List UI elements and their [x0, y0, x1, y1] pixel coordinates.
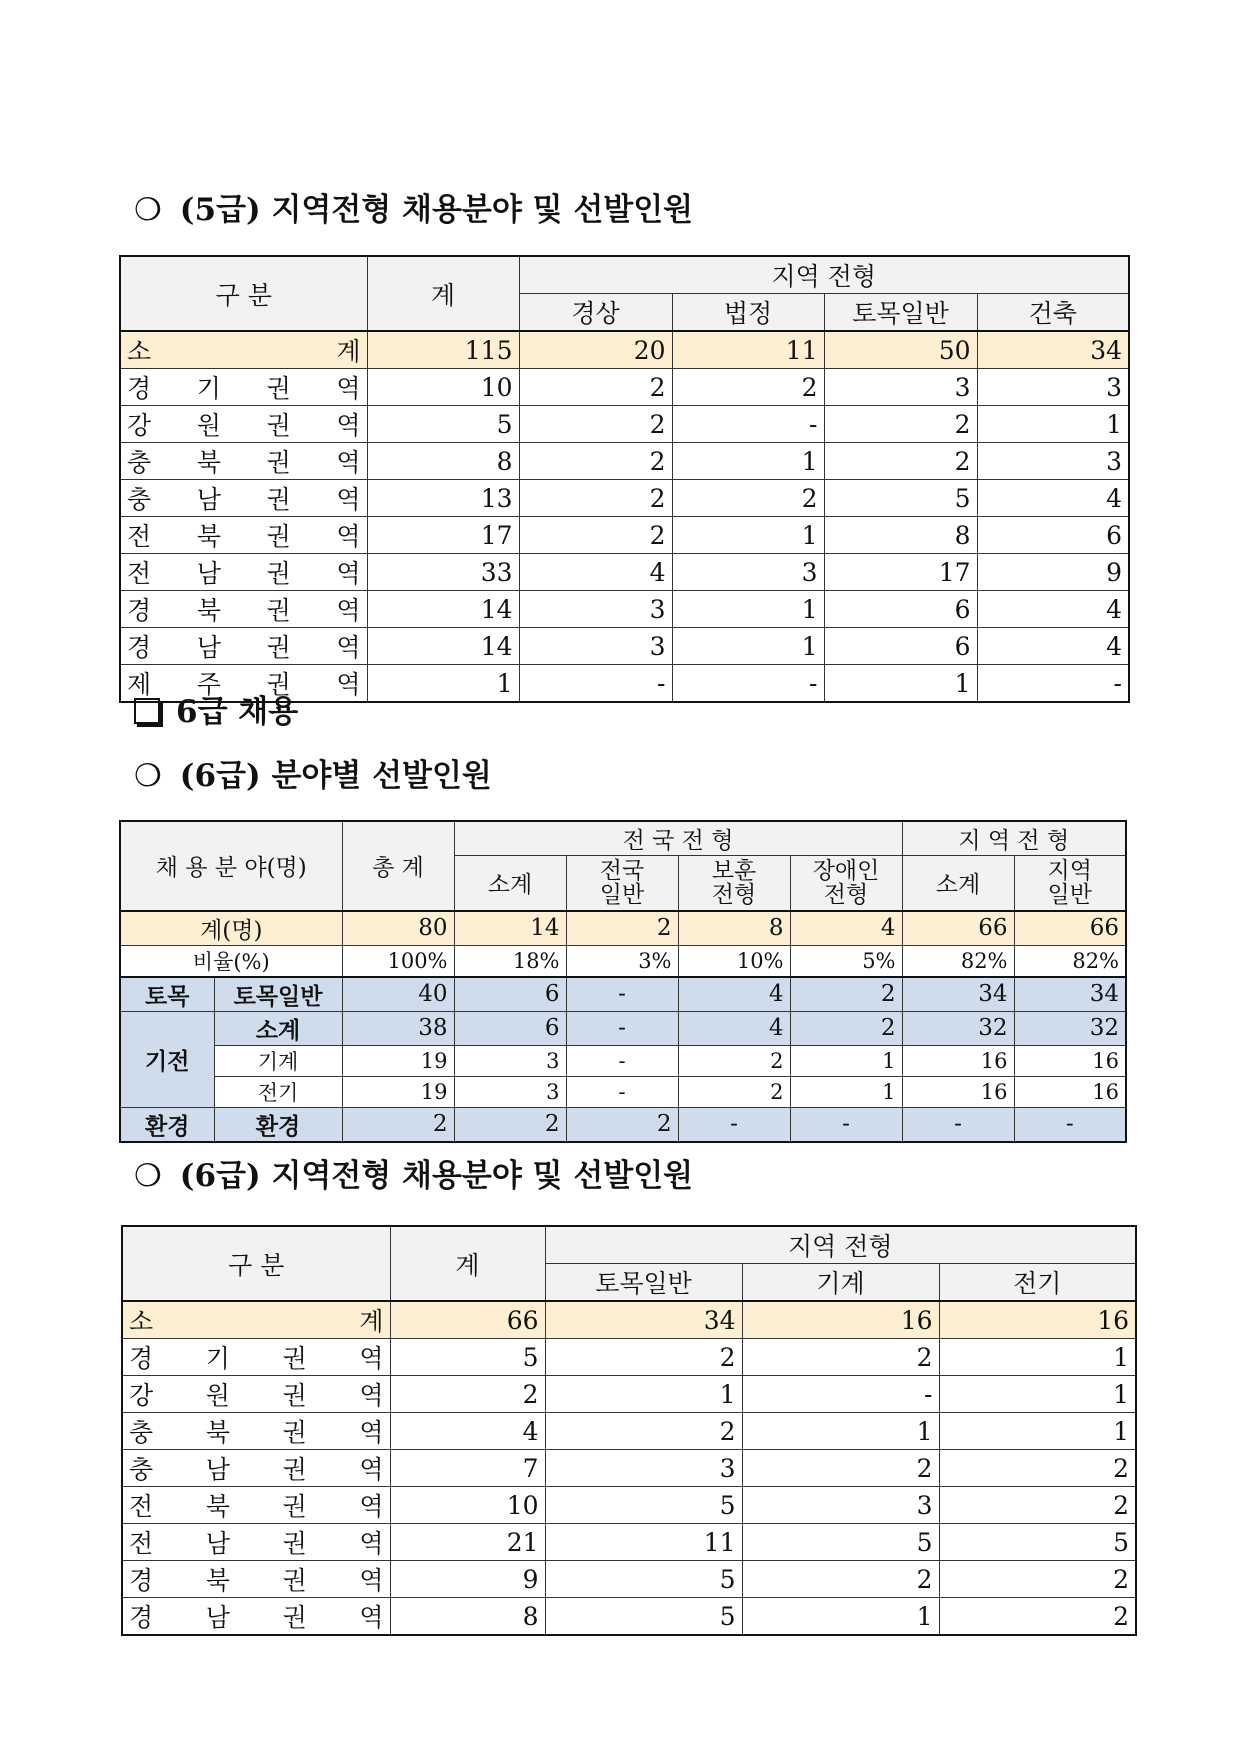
total-value: 4: [790, 911, 902, 946]
civil-value: -: [566, 977, 678, 1012]
region-label-char: 북: [205, 1566, 230, 1595]
region-value: 17: [824, 554, 977, 591]
region-label-char: 원: [196, 411, 221, 440]
region-value: 3: [824, 369, 977, 406]
region-value: 4: [977, 628, 1129, 665]
region-label-char: 북: [205, 1418, 230, 1447]
electrical-value: 19: [342, 1076, 454, 1107]
region-value: 2: [672, 480, 824, 517]
mechanical-value: 19: [342, 1045, 454, 1076]
region-label-char: 남: [205, 1603, 230, 1632]
environment-value: -: [902, 1107, 1014, 1142]
region-value: 1: [939, 1339, 1136, 1376]
grade6-regional-table: [121, 1225, 1137, 1636]
region-value: 1: [824, 665, 977, 703]
region-label: [122, 1524, 390, 1561]
region-value: 5: [545, 1598, 742, 1636]
field-mech-elec-subtotal: 소계: [214, 1011, 342, 1045]
section-6-title: [134, 686, 298, 731]
region-label: [120, 443, 367, 480]
region-value: 6: [824, 591, 977, 628]
region-value: 1: [742, 1598, 939, 1636]
total-value: 34: [545, 1301, 742, 1339]
table-row: [122, 1561, 1136, 1598]
header-line: 보훈: [711, 857, 757, 884]
electrical-value: -: [566, 1076, 678, 1107]
region-label: [122, 1487, 390, 1524]
region-label-char: 권: [266, 485, 291, 514]
header-national: 전 국 전 형: [454, 821, 902, 856]
header-field: 채 용 분 야(명): [120, 821, 342, 911]
region-value: 2: [519, 480, 672, 517]
total-label-part: 소: [127, 337, 152, 366]
region-value: 5: [545, 1487, 742, 1524]
region-value: 14: [367, 628, 519, 665]
region-value: 2: [545, 1339, 742, 1376]
header-veteran: [678, 856, 790, 911]
region-label: [120, 369, 367, 406]
region-label-char: 경: [129, 1603, 154, 1632]
total-value: 80: [342, 911, 454, 946]
region-value: 14: [367, 591, 519, 628]
region-value: 4: [390, 1413, 545, 1450]
group-mech-elec: 기전: [120, 1011, 214, 1107]
region-label-char: 권: [282, 1492, 307, 1521]
region-value: 1: [939, 1376, 1136, 1413]
header-col: 토목일반: [824, 294, 977, 332]
region-value: 2: [390, 1376, 545, 1413]
environment-value: 2: [342, 1107, 454, 1142]
region-value: 1: [672, 443, 824, 480]
region-value: 1: [672, 628, 824, 665]
civil-value: 4: [678, 977, 790, 1012]
region-value: 3: [977, 443, 1129, 480]
electrical-value: 16: [1014, 1076, 1126, 1107]
electrical-value: 2: [678, 1076, 790, 1107]
square-bullet-icon: [134, 698, 160, 724]
region-label-char: 역: [359, 1418, 384, 1447]
total-value: 20: [519, 331, 672, 369]
region-label-char: 경: [127, 374, 152, 403]
region-label-char: 경: [129, 1566, 154, 1595]
region-label: [122, 1450, 390, 1487]
civil-value: 2: [790, 977, 902, 1012]
region-value: 2: [519, 443, 672, 480]
header-disabled: [790, 856, 902, 911]
region-label-char: 북: [196, 596, 221, 625]
region-value: 3: [672, 554, 824, 591]
region-value: -: [672, 665, 824, 703]
region-label-char: 역: [359, 1492, 384, 1521]
mech-elec-subtotal-value: 4: [678, 1011, 790, 1045]
header-subtotal: 소계: [454, 856, 566, 911]
region-value: 5: [824, 480, 977, 517]
ratio-value: 82%: [902, 945, 1014, 977]
header-line: 전형: [711, 881, 757, 908]
ratio-value: 3%: [566, 945, 678, 977]
header-regional: 지 역 전 형: [902, 821, 1126, 856]
region-label-char: 역: [336, 596, 361, 625]
region-value: 3: [519, 628, 672, 665]
section-6b-heading: [134, 1150, 693, 1195]
region-value: 2: [939, 1598, 1136, 1636]
table-row: [120, 517, 1129, 554]
ratio-value: 10%: [678, 945, 790, 977]
section-5-heading: [134, 184, 693, 229]
group-environment: 환경: [120, 1107, 214, 1142]
region-value: 8: [367, 443, 519, 480]
region-label-char: 권: [282, 1344, 307, 1373]
region-label-char: 충: [129, 1418, 154, 1447]
region-value: 6: [824, 628, 977, 665]
section-6a-heading: [134, 750, 492, 795]
mech-elec-subtotal-value: 2: [790, 1011, 902, 1045]
total-value: 66: [1014, 911, 1126, 946]
civil-value: 40: [342, 977, 454, 1012]
region-value: 2: [824, 406, 977, 443]
header-line: 장애인: [812, 857, 880, 884]
region-label-char: 제: [127, 670, 152, 699]
region-label-char: 경: [127, 633, 152, 662]
mech-elec-subtotal-value: 38: [342, 1011, 454, 1045]
header-grand-total: 총 계: [342, 821, 454, 911]
header-category: 구 분: [120, 256, 367, 331]
region-label: [120, 554, 367, 591]
region-label-char: 전: [129, 1529, 154, 1558]
region-value: 2: [742, 1561, 939, 1598]
total-value: 16: [939, 1301, 1136, 1339]
region-value: 33: [367, 554, 519, 591]
region-label: [122, 1413, 390, 1450]
region-value: 2: [742, 1339, 939, 1376]
region-label-char: 전: [129, 1492, 154, 1521]
region-value: -: [672, 406, 824, 443]
region-value: 5: [742, 1524, 939, 1561]
region-value: -: [977, 665, 1129, 703]
region-label-char: 경: [129, 1344, 154, 1373]
region-label-char: 역: [359, 1529, 384, 1558]
header-total: 계: [367, 256, 519, 331]
region-value: 1: [977, 406, 1129, 443]
header-line: 일반: [1047, 881, 1092, 908]
region-label-char: 주: [196, 670, 221, 699]
grade5-regional-table: [119, 255, 1130, 703]
section-6a-heading-text: (6급) 분야별 선발인원: [179, 758, 492, 794]
header-col: 법정: [672, 294, 824, 332]
region-label-char: 권: [266, 559, 291, 588]
total-value: 14: [454, 911, 566, 946]
region-value: 4: [977, 480, 1129, 517]
region-label-char: 충: [127, 448, 152, 477]
electrical-value: 1: [790, 1076, 902, 1107]
mechanical-value: 1: [790, 1045, 902, 1076]
ratio-value: 100%: [342, 945, 454, 977]
header-col: 경상: [519, 294, 672, 332]
region-label-char: 권: [266, 522, 291, 551]
header-regional-general: [1014, 856, 1126, 911]
region-label-char: 남: [205, 1529, 230, 1558]
region-label: [120, 406, 367, 443]
header-regional-group: 지역 전형: [545, 1226, 1136, 1264]
total-value: 16: [742, 1301, 939, 1339]
electrical-value: 16: [902, 1076, 1014, 1107]
region-label-char: 남: [196, 485, 221, 514]
table-row: [120, 480, 1129, 517]
group-civil: 토목: [120, 977, 214, 1012]
region-value: 13: [367, 480, 519, 517]
circle-bullet-icon: ❍: [134, 192, 162, 228]
region-label-char: 충: [127, 485, 152, 514]
region-value: 8: [390, 1598, 545, 1636]
region-value: 2: [824, 443, 977, 480]
total-value: 34: [977, 331, 1129, 369]
header-line: 전형: [823, 881, 869, 908]
region-value: 3: [519, 591, 672, 628]
header-regional-group: 지역 전형: [519, 256, 1129, 294]
region-value: 2: [939, 1450, 1136, 1487]
header-col: 토목일반: [545, 1264, 742, 1302]
region-value: 3: [977, 369, 1129, 406]
region-label: [120, 480, 367, 517]
mech-elec-subtotal-value: 32: [1014, 1011, 1126, 1045]
table-row: [120, 591, 1129, 628]
region-value: 2: [939, 1561, 1136, 1598]
region-label-char: 권: [266, 448, 291, 477]
total-label-part: 소: [129, 1307, 154, 1336]
region-value: 5: [367, 406, 519, 443]
table-row: [122, 1376, 1136, 1413]
electrical-value: 3: [454, 1076, 566, 1107]
mechanical-value: 16: [1014, 1045, 1126, 1076]
region-label-char: 원: [205, 1381, 230, 1410]
header-category: 구 분: [122, 1226, 390, 1301]
header-line: 지역: [1047, 857, 1092, 884]
region-label-char: 권: [282, 1529, 307, 1558]
mechanical-value: 16: [902, 1045, 1014, 1076]
environment-value: 2: [454, 1107, 566, 1142]
region-label: [122, 1339, 390, 1376]
mech-elec-subtotal-value: 32: [902, 1011, 1014, 1045]
section-6b-heading-text: (6급) 지역전형 채용분야 및 선발인원: [179, 1158, 694, 1194]
environment-value: -: [790, 1107, 902, 1142]
region-label-char: 남: [196, 633, 221, 662]
region-label-char: 북: [196, 448, 221, 477]
region-label-char: 충: [129, 1455, 154, 1484]
region-label-char: 경: [127, 596, 152, 625]
region-label-char: 역: [359, 1603, 384, 1632]
region-label-char: 역: [336, 374, 361, 403]
region-label: [122, 1561, 390, 1598]
region-label-char: 전: [127, 522, 152, 551]
region-label-char: 역: [336, 559, 361, 588]
environment-value: -: [1014, 1107, 1126, 1142]
ratio-label: 비율(%): [120, 945, 342, 977]
region-label-char: 권: [282, 1603, 307, 1632]
environment-value: -: [678, 1107, 790, 1142]
region-value: 2: [672, 369, 824, 406]
region-label-char: 북: [196, 522, 221, 551]
region-value: -: [519, 665, 672, 703]
mechanical-value: -: [566, 1045, 678, 1076]
region-label-char: 권: [266, 596, 291, 625]
header-col: 기계: [742, 1264, 939, 1302]
header-col: 전기: [939, 1264, 1136, 1302]
header-line: 일반: [599, 881, 645, 908]
region-label-char: 역: [336, 411, 361, 440]
region-value: 2: [519, 406, 672, 443]
region-label-char: 권: [282, 1455, 307, 1484]
region-label-char: 권: [266, 633, 291, 662]
table-row: [120, 369, 1129, 406]
circle-bullet-icon: ❍: [134, 758, 162, 794]
field-environment: 환경: [214, 1107, 342, 1142]
region-label-char: 권: [282, 1566, 307, 1595]
ratio-value: 82%: [1014, 945, 1126, 977]
region-value: 17: [367, 517, 519, 554]
total-value: 8: [678, 911, 790, 946]
region-value: 21: [390, 1524, 545, 1561]
region-value: 7: [390, 1450, 545, 1487]
region-label: [120, 591, 367, 628]
region-label-char: 역: [359, 1455, 384, 1484]
total-label: 계(명): [120, 911, 342, 946]
region-value: 3: [545, 1450, 742, 1487]
table-row: [120, 443, 1129, 480]
ratio-value: 18%: [454, 945, 566, 977]
civil-value: 34: [1014, 977, 1126, 1012]
table-row: [120, 406, 1129, 443]
region-label-char: 역: [336, 448, 361, 477]
civil-value: 6: [454, 977, 566, 1012]
region-label-char: 강: [127, 411, 152, 440]
region-label-char: 권: [266, 670, 291, 699]
region-value: 10: [367, 369, 519, 406]
region-value: 1: [672, 517, 824, 554]
region-value: 2: [519, 517, 672, 554]
section-5-heading-text: (5급) 지역전형 채용분야 및 선발인원: [179, 192, 694, 228]
ratio-value: 5%: [790, 945, 902, 977]
region-label-char: 기: [196, 374, 221, 403]
region-value: 5: [545, 1561, 742, 1598]
region-value: 1: [742, 1413, 939, 1450]
region-label-char: 북: [205, 1492, 230, 1521]
region-label: [122, 1376, 390, 1413]
region-value: 11: [545, 1524, 742, 1561]
region-label-char: 남: [196, 559, 221, 588]
region-label-char: 권: [282, 1381, 307, 1410]
region-value: 1: [367, 665, 519, 703]
total-value: 66: [902, 911, 1014, 946]
header-national-general: [566, 856, 678, 911]
total-label: [120, 331, 367, 369]
total-value: 66: [390, 1301, 545, 1339]
region-label-char: 권: [266, 374, 291, 403]
total-value: 2: [566, 911, 678, 946]
region-label-char: 역: [336, 670, 361, 699]
field-civil-general: 토목일반: [214, 977, 342, 1012]
circle-bullet-icon: ❍: [134, 1158, 162, 1194]
region-label-char: 역: [336, 522, 361, 551]
mechanical-value: 3: [454, 1045, 566, 1076]
region-label-char: 권: [282, 1418, 307, 1447]
region-value: 1: [672, 591, 824, 628]
region-value: 4: [519, 554, 672, 591]
region-label: [120, 628, 367, 665]
table-row: [120, 628, 1129, 665]
total-value: 11: [672, 331, 824, 369]
region-label-char: 전: [127, 559, 152, 588]
region-value: 2: [545, 1413, 742, 1450]
region-value: 2: [519, 369, 672, 406]
region-label: [122, 1598, 390, 1636]
region-label-char: 권: [266, 411, 291, 440]
total-label-part: 계: [336, 337, 361, 366]
region-label: [120, 517, 367, 554]
region-value: 3: [742, 1487, 939, 1524]
region-label-char: 역: [359, 1566, 384, 1595]
region-value: 9: [977, 554, 1129, 591]
total-label-part: 계: [359, 1307, 384, 1336]
civil-value: 34: [902, 977, 1014, 1012]
region-label-char: 역: [359, 1344, 384, 1373]
region-value: 2: [939, 1487, 1136, 1524]
region-label-char: 역: [359, 1381, 384, 1410]
region-value: 1: [545, 1376, 742, 1413]
grade6-field-table: [119, 820, 1127, 1143]
region-label-char: 남: [205, 1455, 230, 1484]
header-total: 계: [390, 1226, 545, 1301]
table-row: [122, 1339, 1136, 1376]
section-6-title-text: 6급 채용: [176, 694, 299, 730]
region-label-char: 역: [336, 485, 361, 514]
mech-elec-subtotal-value: -: [566, 1011, 678, 1045]
region-value: 4: [977, 591, 1129, 628]
header-col: 건축: [977, 294, 1129, 332]
mech-elec-subtotal-value: 6: [454, 1011, 566, 1045]
region-label-char: 역: [336, 633, 361, 662]
region-label-char: 강: [129, 1381, 154, 1410]
total-value: 115: [367, 331, 519, 369]
field-mechanical: 기계: [214, 1045, 342, 1076]
region-value: 5: [939, 1524, 1136, 1561]
header-line: 전국: [599, 857, 645, 884]
region-value: 9: [390, 1561, 545, 1598]
table-row: [122, 1524, 1136, 1561]
table-row: [122, 1487, 1136, 1524]
field-electrical: 전기: [214, 1076, 342, 1107]
total-label: [122, 1301, 390, 1339]
region-value: 1: [939, 1413, 1136, 1450]
region-value: 10: [390, 1487, 545, 1524]
region-value: 8: [824, 517, 977, 554]
region-value: 6: [977, 517, 1129, 554]
table-row: [122, 1450, 1136, 1487]
region-value: 2: [742, 1450, 939, 1487]
total-value: 50: [824, 331, 977, 369]
mechanical-value: 2: [678, 1045, 790, 1076]
header-regional-subtotal: 소계: [902, 856, 1014, 911]
table-row: [122, 1413, 1136, 1450]
environment-value: 2: [566, 1107, 678, 1142]
region-label-char: 기: [205, 1344, 230, 1373]
table-row: [120, 554, 1129, 591]
region-value: -: [742, 1376, 939, 1413]
table-row: [122, 1598, 1136, 1636]
region-value: 5: [390, 1339, 545, 1376]
